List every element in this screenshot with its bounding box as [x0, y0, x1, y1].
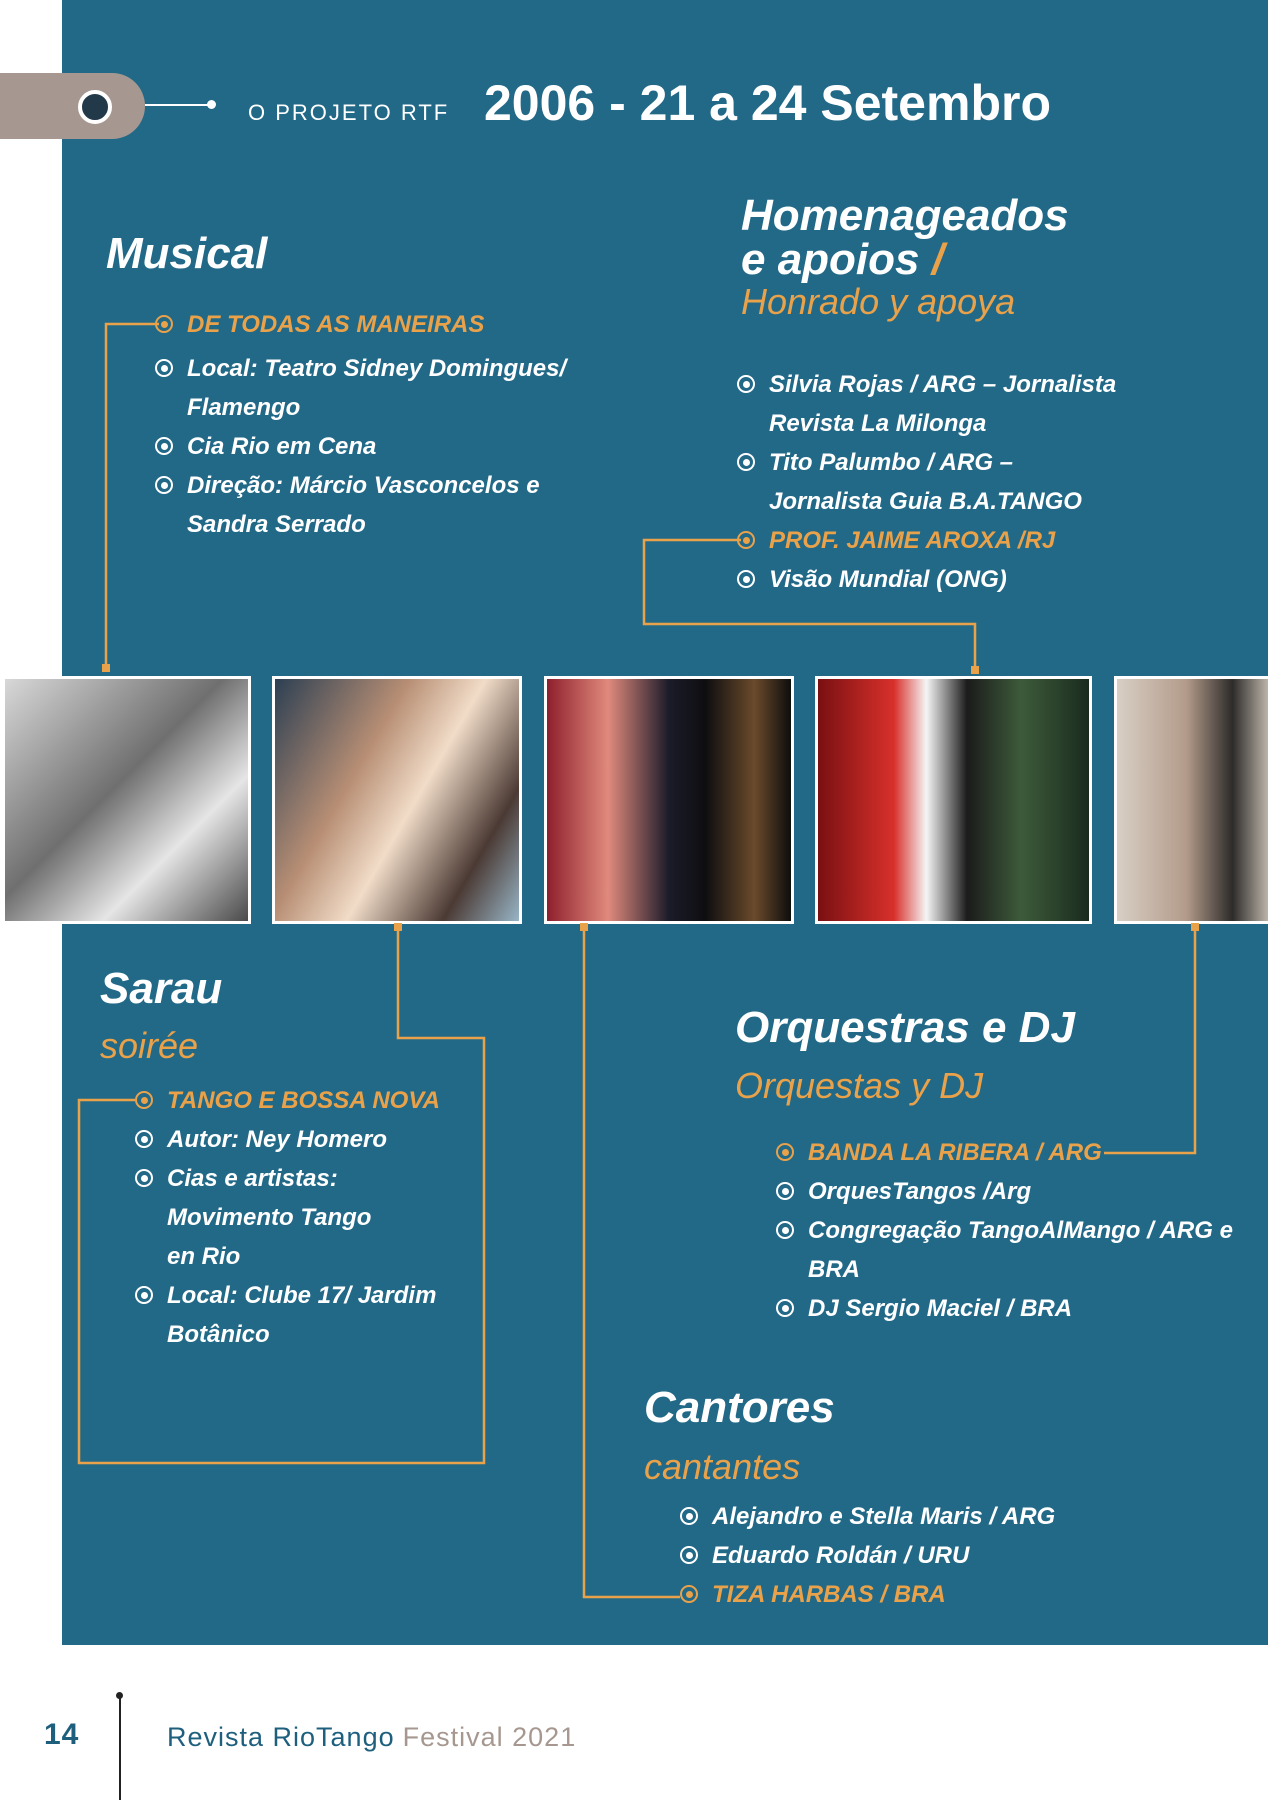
sarau-subtitle: soirée — [100, 1025, 199, 1066]
list-item: TANGO E BOSSA NOVA — [135, 1081, 440, 1120]
bullet-icon — [135, 1169, 153, 1187]
photo-sarau — [272, 676, 522, 924]
cantores-title: Cantores — [644, 1383, 835, 1432]
list-item: Direção: Márcio Vasconcelos e — [155, 466, 566, 505]
sarau-list — [135, 1081, 440, 1354]
homenageados-list — [737, 365, 1116, 599]
list-item-continuation: Movimento Tango — [167, 1204, 372, 1231]
bullet-icon — [135, 1130, 153, 1148]
bullet-icon — [155, 359, 173, 377]
photo-cantores — [544, 676, 794, 924]
list-item-continuation: en Rio — [167, 1243, 241, 1270]
list-item: Local: Clube 17/ Jardim — [135, 1276, 440, 1315]
sarau-title: Sarau — [100, 964, 223, 1013]
list-item: Visão Mundial (ONG) — [737, 560, 1116, 599]
list-item: TIZA HARBAS / BRA — [680, 1575, 1055, 1614]
bullet-icon — [680, 1585, 698, 1603]
orquestras-title: Orquestras e DJ — [735, 1003, 1075, 1052]
list-item-continuation: Jornalista Guia B.A.TANGO — [769, 488, 1082, 515]
list-item-continuation: Flamengo — [187, 394, 301, 421]
section-kicker: O PROJETO RTF — [248, 100, 450, 125]
list-item: PROF. JAIME AROXA /RJ — [737, 521, 1116, 560]
bullet-icon — [776, 1182, 794, 1200]
bullet-icon — [776, 1221, 794, 1239]
list-item: Local: Teatro Sidney Domingues/ — [155, 349, 566, 388]
musical-title: Musical — [106, 229, 268, 278]
list-item: Alejandro e Stella Maris / ARG — [680, 1497, 1055, 1536]
bullet-icon — [155, 315, 173, 333]
cantores-list — [680, 1497, 1055, 1614]
list-item: Cia Rio em Cena — [155, 427, 566, 466]
bullet-icon — [737, 375, 755, 393]
cantores-subtitle: cantantes — [644, 1446, 801, 1487]
photo-musical — [2, 676, 251, 924]
list-item: Tito Palumbo / ARG – — [737, 443, 1116, 482]
header-connector-dot — [207, 100, 216, 109]
list-item-continuation: BRA — [808, 1256, 860, 1283]
bullet-icon — [135, 1286, 153, 1304]
photo-orquestras — [1114, 676, 1268, 924]
bullet-icon — [776, 1143, 794, 1161]
list-item: BANDA LA RIBERA / ARG — [776, 1133, 1233, 1172]
list-item-continuation: Sandra Serrado — [187, 511, 366, 538]
homenageados-title-line2: e apoios / — [741, 235, 944, 284]
bullet-icon — [776, 1299, 794, 1317]
footer-divider — [119, 1696, 121, 1800]
orquestras-subtitle: Orquestas y DJ — [735, 1065, 984, 1106]
bullet-icon — [680, 1507, 698, 1525]
bullet-icon — [155, 437, 173, 455]
bullet-icon — [135, 1091, 153, 1109]
bullet-icon — [737, 453, 755, 471]
header-connector-line — [145, 104, 210, 106]
orquestras-list — [776, 1133, 1233, 1328]
list-item: Autor: Ney Homero — [135, 1120, 440, 1159]
list-item: Eduardo Roldán / URU — [680, 1536, 1055, 1575]
list-item: OrquesTangos /Arg — [776, 1172, 1233, 1211]
list-item: DJ Sergio Maciel / BRA — [776, 1289, 1233, 1328]
bullet-icon — [737, 570, 755, 588]
homenageados-title-line1: Homenageados — [741, 191, 1069, 240]
bullet-icon — [155, 476, 173, 494]
list-item-continuation: Botânico — [167, 1321, 270, 1348]
photo-homenageados — [815, 676, 1092, 924]
magazine-name: Revista RioTango Festival 2021 — [167, 1722, 577, 1752]
tab-ring-icon — [78, 90, 112, 124]
list-item: DE TODAS AS MANEIRAS — [155, 305, 566, 344]
section-tab — [0, 73, 145, 139]
page-number: 14 — [44, 1718, 80, 1751]
footer-divider-dot — [116, 1692, 123, 1699]
list-item: Congregação TangoAlMango / ARG e — [776, 1211, 1233, 1250]
list-item: Cias e artistas: — [135, 1159, 440, 1198]
homenageados-subtitle: Honrado y apoya — [741, 281, 1016, 322]
musical-list — [155, 305, 566, 544]
list-item-continuation: Revista La Milonga — [769, 410, 987, 437]
list-item: Silvia Rojas / ARG – Jornalista — [737, 365, 1116, 404]
bullet-icon — [680, 1546, 698, 1564]
bullet-icon — [737, 531, 755, 549]
page-title: 2006 - 21 a 24 Setembro — [484, 75, 1051, 131]
